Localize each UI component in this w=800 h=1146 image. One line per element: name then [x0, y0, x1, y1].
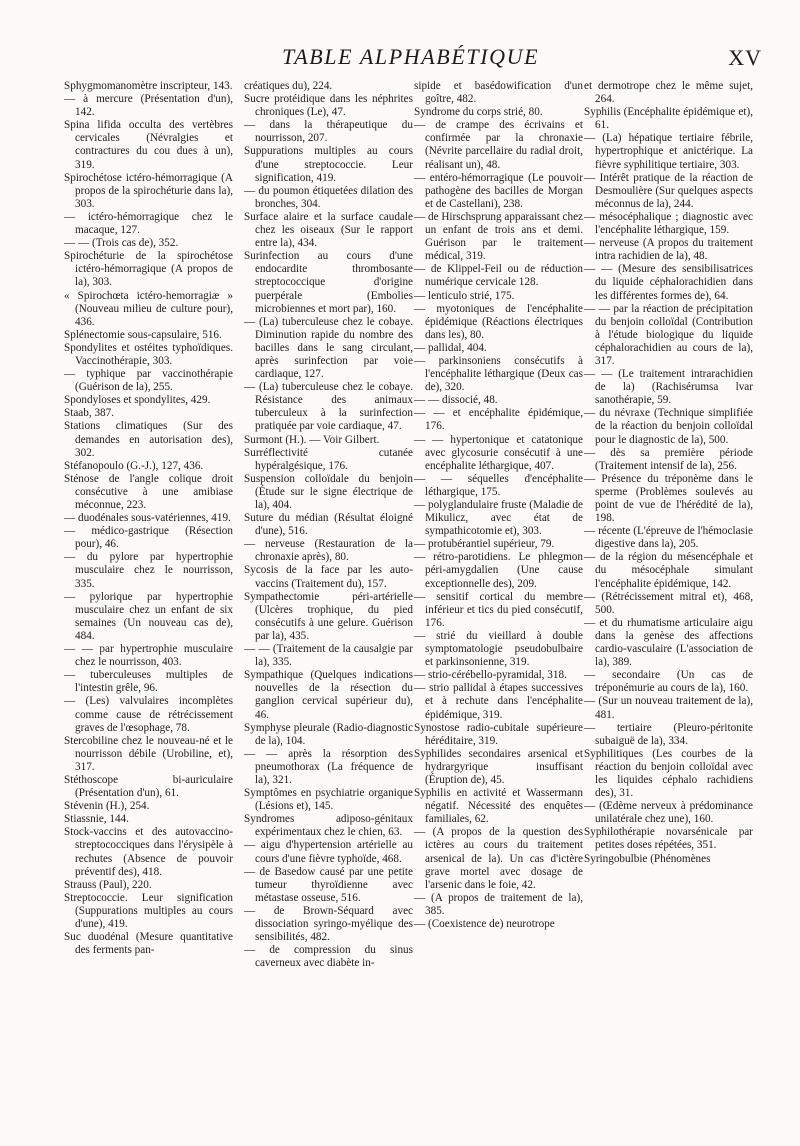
index-entry: — strio-cérébello-pyramidal, 318.	[414, 669, 567, 682]
index-entry: Stévenin (H.), 254.	[64, 800, 150, 813]
index-entry: créatiques du), 224.	[244, 80, 333, 92]
index-entry: — strié du vieillard à double symptomatologie pseudobulbaire et parkinsonienne, 319.	[414, 629, 583, 669]
index-entry: Syringobulbie (Phénomènes	[584, 852, 711, 865]
index-entry: — de Brown-Séquard avec dissociation syringo-myélique des sensibilités, 482.	[244, 904, 413, 944]
index-entry: Spina lifida occulta des vertèbres cervicales (Névralgies et contractures du cou dues à un), 319.	[64, 119, 233, 171]
index-entry: Syphilis (Encéphalite épidémique et), 61.	[584, 106, 753, 132]
index-column-2	[244, 80, 413, 970]
index-entry: — (La) tuberculeuse chez le cobaye. Résistance des animaux tuberculeux à la surinfection pratiquée par voie cardiaque, 47.	[244, 381, 413, 433]
index-entry: — rétro-parotidiens. Le phlegmon péri-amygdalien (Une cause exceptionnelle des), 209.	[414, 551, 583, 590]
page-header	[62, 44, 762, 74]
index-entry: — (Rétrécissement mitral et), 468, 500.	[584, 590, 753, 616]
index-entry: — tuberculeuses multiples de l'intestin grêle, 96.	[64, 669, 233, 695]
index-entry: — tertiaire (Pleuro-péritonite subaiguë de la), 334.	[584, 721, 753, 747]
index-entry: — (Sur un nouveau traitement de la), 481.	[584, 695, 753, 721]
index-entry: — pylorique par hypertrophie musculaire chez un enfant de six semaines (Un nouveau cas de), 484.	[64, 590, 233, 642]
index-entry: Suppurations multiples au cours d'une streptococcie. Leur signification, 419.	[244, 145, 413, 184]
index-entry: Syndromes adiposo-génitaux expérimentaux chez le chien, 63.	[244, 813, 413, 839]
index-entry: Suture du médian (Résultat éloigné d'une), 516.	[244, 512, 413, 538]
index-entry: — polyglandulaire fruste (Maladie de Mikulicz, avec état de sympathicotomie et), 303.	[414, 499, 583, 538]
index-entry: — strio pallidal à étapes successives et à rechute dans l'encéphalite épidémique, 319.	[414, 682, 583, 721]
index-entry: — — (Le traitement intrarachidien de la) (Rachisérumsa lvar sanothérapie, 59.	[584, 368, 753, 407]
index-entry: Synostose radio-cubitale supérieure héréditaire, 319.	[414, 721, 583, 747]
index-entry: — (Coexistence de) neurotrope	[414, 918, 555, 930]
index-entry: — dans la thérapeutique du nourrisson, 207.	[244, 119, 413, 145]
index-columns	[64, 80, 764, 1140]
index-entry: — dès sa première période (Traitement intensif de la), 256.	[584, 446, 753, 472]
index-entry: — de Basedow causé par une petite tumeur thyroïdienne avec métastase osseuse, 516.	[244, 865, 413, 904]
page-number: XV	[728, 45, 762, 70]
index-entry: sipide et basédowification d'un goître, 482.	[414, 80, 583, 106]
index-entry: — pallidal, 404.	[414, 341, 487, 354]
index-entry: Sucre protéidique dans les néphrites chroniques (Le), 47.	[244, 93, 413, 119]
index-entry: Splénectomie sous-capsulaire, 516.	[64, 328, 222, 341]
index-entry: Syphilis en activité et Wassermann négatif. Nécessité des enquêtes familiales, 62.	[414, 787, 583, 826]
index-entry: Sympathectomie péri-artérielle (Ulcères trophique, du pied consécutifs à une gelure. Guérison par la), 435.	[244, 590, 413, 642]
index-entry: — (La) tuberculeuse chez le cobaye. Diminution rapide du nombre des bacilles dans le sang circulant, après surinfection par voie cardiaque, 127.	[244, 315, 413, 381]
index-entry: — récente (L'épreuve de l'hémoclasie digestive dans la), 205.	[584, 525, 753, 551]
index-entry: — mésocéphalique ; diagnostic avec l'encéphalite léthargique, 159.	[584, 210, 753, 237]
index-entry: Syphilothérapie novarsénicale par petites doses répétées, 351.	[584, 826, 753, 852]
index-entry: — ictéro-hémorragique chez le macaque, 127.	[64, 210, 233, 237]
index-entry: Spondyloses et spondylites, 429.	[64, 394, 211, 407]
index-entry: Stéfanopoulo (G.-J.), 127, 436.	[64, 459, 204, 472]
index-entry: — (La) hépatique tertiaire fébrile, hypertrophique et anictérique. La fièvre syphilitique tertiaire, 303.	[584, 132, 753, 171]
index-entry: Sphygmomanomètre inscripteur, 143.	[64, 80, 233, 92]
index-entry: — entéro-hémorragique (Le pouvoir pathogène des bacilles de Morgan et de Castellani), 238.	[414, 171, 583, 210]
index-entry: Spondylites et ostéites typhoïdiques. Vaccinothérapie, 303.	[64, 341, 233, 367]
index-entry: — protubérantiel supérieur, 79.	[414, 538, 555, 551]
index-entry: — de Hirschsprung apparaissant chez un enfant de trois ans et demi. Guérison par le traitement médical, 319.	[414, 210, 583, 263]
index-entry: Symphyse pleurale (Radio-diagnostic de la), 104.	[244, 721, 413, 747]
index-entry: Syphilitiques (Les courbes de la réaction du benjoin colloïdal avec les liquides céphalo rachidiens des), 31.	[584, 747, 753, 800]
index-entry: Sympathique (Quelques indications nouvelles de la résection du ganglion cervical supérieur du), 46.	[244, 669, 413, 721]
index-entry: Strauss (Paul), 220.	[64, 878, 152, 891]
index-column-1	[64, 80, 233, 957]
index-entry: « Spirochœta ictéro-hemorragiæ » (Nouveau milieu de culture pour), 436.	[64, 289, 233, 328]
index-entry: — (A propos de traitement de la), 385.	[414, 891, 583, 917]
index-entry: — duodénales sous-vatériennes, 419.	[64, 512, 231, 525]
index-entry: Surréflectivité cutanée hypéralgésique, 176.	[244, 446, 413, 472]
index-entry: Syphilides secondaires arsenical et hydrargyrique insuffisant (Éruption de), 45.	[414, 747, 583, 786]
index-entry: — (Les) valvulaires incomplètes comme cause de rétrécissement graves de l'œsophage, 78.	[64, 695, 233, 734]
index-entry: — Présence du tréponème dans le sperme (Problèmes soulevés au point de vue de l'hérédité de la), 198.	[584, 472, 753, 525]
index-entry: — — séquelles d'encéphalite léthargique, 175.	[414, 472, 583, 498]
index-entry: — typhique par vaccinothérapie (Guérison de la), 255.	[64, 368, 233, 394]
index-entry: — lenticulo strié, 175.	[414, 289, 515, 302]
index-entry: Stéthoscope bi-auriculaire (Présentation d'un), 61.	[64, 773, 233, 800]
index-entry: — sensitif cortical du membre inférieur et tics du pied consécutif, 176.	[414, 590, 583, 629]
index-entry: Surface alaire et la surface caudale chez les oiseaux (Sur le rapport entre la), 434.	[244, 210, 413, 250]
index-entry: — Intérêt pratique de la réaction de Desmoulière (Sur quelques aspects méconnus de la), 244.	[584, 171, 753, 210]
index-entry: — du poumon étiquetées dilation des bronches, 304.	[244, 184, 413, 210]
index-entry: — nerveuse (Restauration de la chronaxie après), 80.	[244, 538, 413, 564]
index-entry: Stiassnie, 144.	[64, 813, 129, 826]
index-entry: — — (Mesure des sensibilisatrices du liquide céphalorachidien dans les différentes formes de), 64.	[584, 263, 753, 302]
index-entry: Stations climatiques (Sur des demandes en autorisation des), 302.	[64, 420, 233, 459]
index-entry: Spirochétose ictéro-hémorragique (A propos de la spirochéturie dans la), 303.	[64, 171, 233, 210]
index-entry: — myotoniques de l'encéphalite épidémique (Réactions électriques dans les), 80.	[414, 302, 583, 341]
index-entry: Stercobiline chez le nouveau-né et le nourrisson débile (Urobiline, et), 317.	[64, 734, 233, 773]
index-entry: Stock-vaccins et des autovaccino-streptococciques dans l'érysipèle à rechutes (Absence de pouvoir préventif des), 418.	[64, 826, 233, 878]
index-entry: — de la région du mésencéphale et du mésocéphale simulant l'encéphalite épidémique, 142.	[584, 551, 753, 590]
index-entry: — — (Trois cas de), 352.	[64, 237, 179, 250]
index-entry: Surmont (H.). — Voir Gilbert.	[244, 433, 380, 446]
index-entry: — — après la résorption des pneumothorax (La fréquence de la), 321.	[244, 747, 413, 786]
index-entry: Sycosis de la face par les auto-vaccins (Traitement du), 157.	[244, 564, 413, 590]
index-entry: — — et encéphalite épidémique, 176.	[414, 407, 583, 433]
index-entry: — (A propos de la question des ictères au cours du traitement arsenical de la). Un cas d'ictère grave mortel avec dosage de l'arsenic dans le foie, 42.	[414, 826, 583, 891]
index-entry: Streptococcie. Leur signification (Suppurations multiples au cours d'une), 419.	[64, 891, 233, 930]
index-entry: — — (Traitement de la causalgie par la), 335.	[244, 643, 413, 669]
index-entry: — secondaire (Un cas de tréponémurie au cours de la), 160.	[584, 669, 753, 695]
index-entry: — (Œdème nerveux à prédominance unilatérale chez une), 160.	[584, 800, 753, 826]
index-entry: Suc duodénal (Mesure quantitative des ferments pan-	[64, 931, 233, 957]
index-entry: — de compression du sinus caverneux avec diabète in-	[244, 944, 413, 970]
index-entry: — et du rhumatisme articulaire aigu dans la genèse des affections cardio-vasculaire (L'association de la), 389.	[584, 616, 753, 669]
index-entry: Symptômes en psychiatrie organique (Lésions et), 145.	[244, 787, 413, 813]
index-entry: Spirochéturie de la spirochétose ictéro-hémorragique (A propos de la), 303.	[64, 250, 233, 289]
index-entry: — parkinsoniens consécutifs à l'encéphalite léthargique (Deux cas de), 320.	[414, 354, 583, 394]
index-entry: et dermotrope chez le même sujet, 264.	[584, 80, 753, 106]
index-entry: — médico-gastrique (Résection pour), 46.	[64, 525, 233, 551]
index-entry: — aigu d'hypertension artérielle au cours d'une fièvre typhoïde, 468.	[244, 839, 413, 865]
index-entry: — — dissocié, 48.	[414, 394, 498, 407]
index-entry: — du pylore par hypertrophie musculaire chez le nourrisson, 335.	[64, 551, 233, 590]
index-entry: — nerveuse (A propos du traitement intra rachidien de la), 48.	[584, 237, 753, 263]
index-entry: — du névraxe (Technique simplifiée de la réaction du benjoin colloïdal pour le diagnostic de la), 500.	[584, 407, 753, 446]
index-entry: — — par hypertrophie musculaire chez le nourrisson, 403.	[64, 643, 233, 669]
page-title: TABLE ALPHABÉTIQUE	[282, 44, 540, 69]
index-entry: Syndrome du corps strié, 80.	[414, 106, 543, 119]
index-entry: Surinfection au cours d'une endocardite thrombosante streptococcique d'origine puerpérale (Embolies microbiennes et mort par), 160.	[244, 250, 413, 315]
index-entry: Staab, 387.	[64, 407, 115, 420]
index-entry: — à mercure (Présentation d'un), 142.	[64, 93, 233, 119]
index-entry: Sténose de l'angle colique droit consécutive à une amibiase méconnue, 223.	[64, 472, 233, 511]
index-entry: — — par la réaction de précipitation du benjoin colloïdal (Contribution à l'étude biologique du liquide céphalorachidien au cours de la), 317.	[584, 302, 753, 367]
index-entry: — de Klippel-Feil ou de réduction numérique cervicale 128.	[414, 263, 583, 289]
index-entry: Suspension colloïdale du benjoin (Étude sur le signe électrique de la), 404.	[244, 472, 413, 511]
index-entry: — — hypertonique et catatonique avec glycosurie consécutif à une encéphalite léthargique, 407.	[414, 433, 583, 472]
index-column-4	[584, 80, 753, 866]
index-column-3	[414, 80, 583, 931]
index-entry: — de crampe des écrivains et confirmée par la chronaxie (Névrite parcellaire du radial droit, réalisant un), 48.	[414, 119, 583, 171]
